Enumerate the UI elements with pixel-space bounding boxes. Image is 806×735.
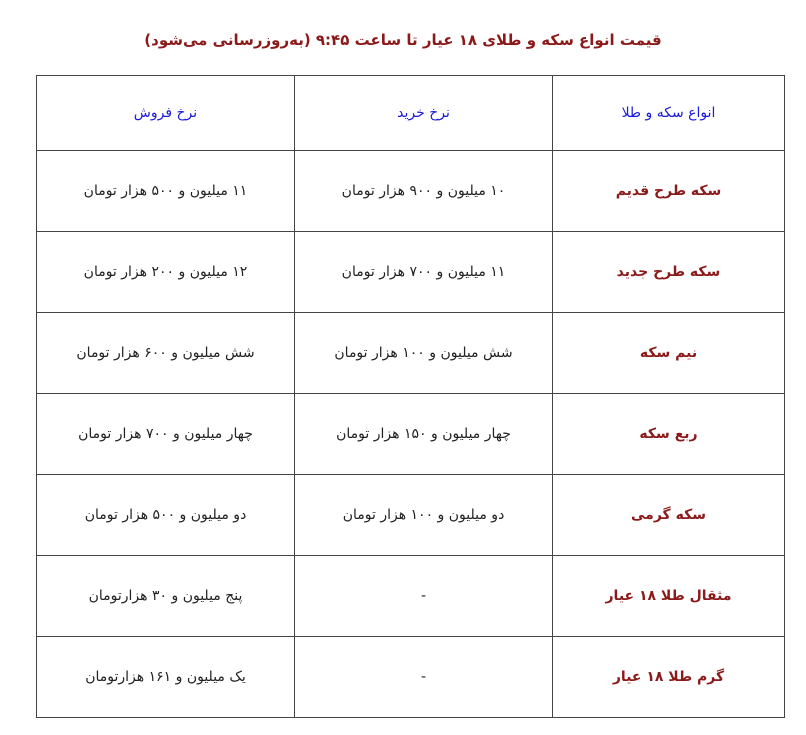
sell-rate-cell: ۱۱ میلیون و ۵۰۰ هزار تومان	[37, 151, 295, 232]
table-row	[37, 394, 785, 475]
type-cell: ربع سکه	[553, 394, 785, 475]
sell-rate-cell: شش میلیون و ۶۰۰ هزار تومان	[37, 313, 295, 394]
sell-rate-cell: یک میلیون و ۱۶۱ هزارتومان	[37, 637, 295, 718]
price-table	[36, 75, 785, 718]
table-row	[37, 151, 785, 232]
table-row	[37, 475, 785, 556]
table-row	[37, 556, 785, 637]
type-cell: مثقال طلا ۱۸ عیار	[553, 556, 785, 637]
type-cell: گرم طلا ۱۸ عیار	[553, 637, 785, 718]
buy-rate-cell: دو میلیون و ۱۰۰ هزار تومان	[295, 475, 553, 556]
buy-rate-cell: -	[295, 637, 553, 718]
buy-rate-cell: -	[295, 556, 553, 637]
buy-rate-cell: شش میلیون و ۱۰۰ هزار تومان	[295, 313, 553, 394]
table-row	[37, 637, 785, 718]
table-row	[37, 232, 785, 313]
table-header	[37, 76, 785, 151]
sell-rate-cell: ۱۲ میلیون و ۲۰۰ هزار تومان	[37, 232, 295, 313]
buy-rate-cell: ۱۰ میلیون و ۹۰۰ هزار تومان	[295, 151, 553, 232]
type-cell: سکه طرح جدید	[553, 232, 785, 313]
sell-rate-cell: دو میلیون و ۵۰۰ هزار تومان	[37, 475, 295, 556]
header-buy-rate: نرخ خرید	[295, 76, 553, 151]
header-sell-rate: نرخ فروش	[37, 76, 295, 151]
table-row	[37, 313, 785, 394]
type-cell: نیم سکه	[553, 313, 785, 394]
type-cell: سکه طرح قدیم	[553, 151, 785, 232]
buy-rate-cell: ۱۱ میلیون و ۷۰۰ هزار تومان	[295, 232, 553, 313]
page-title: قیمت انواع سکه و طلای ۱۸ عیار تا ساعت ۹:۴۵ (به‌روزرسانی می‌شود)	[144, 31, 662, 49]
sell-rate-cell: پنج میلیون و ۳۰ هزارتومان	[37, 556, 295, 637]
buy-rate-cell: چهار میلیون و ۱۵۰ هزار تومان	[295, 394, 553, 475]
header-row	[37, 76, 785, 151]
table-body	[37, 151, 785, 718]
sell-rate-cell: چهار میلیون و ۷۰۰ هزار تومان	[37, 394, 295, 475]
type-cell: سکه گرمی	[553, 475, 785, 556]
header-type: انواع سکه و طلا	[553, 76, 785, 151]
